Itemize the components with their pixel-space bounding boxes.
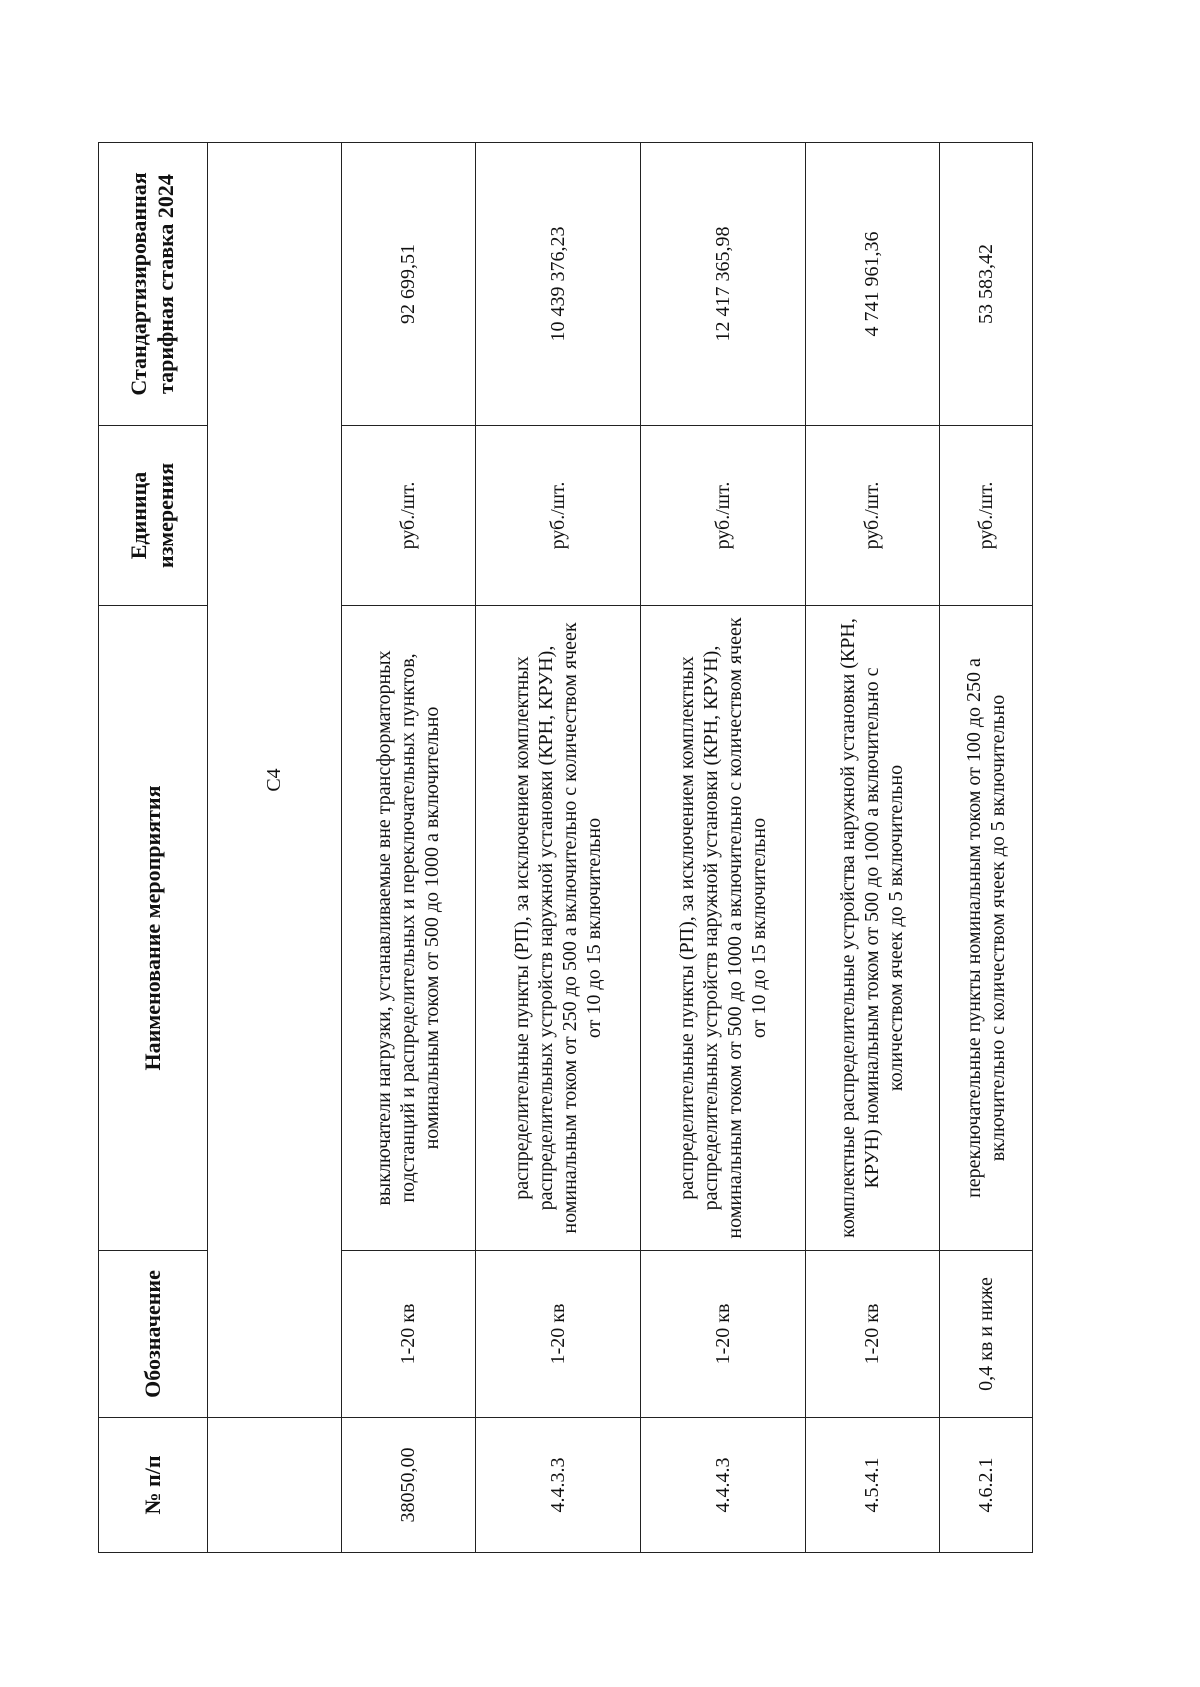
row-name: распределительные пункты (РП), за исключением комплектных распределительных устройств наружной установки (КРН, КРУН), номинальным током от 250 до 500 а включительно с количеством ячеек от 10 до 15 включительно	[475, 606, 640, 1251]
row-num: 4.4.4.3	[640, 1418, 805, 1553]
row-code: 1-20 кв	[341, 1251, 475, 1418]
tariff-table	[98, 142, 1033, 1553]
row-num: 4.5.4.1	[806, 1418, 940, 1553]
row-code: 0,4 кв и ниже	[939, 1251, 1032, 1418]
table-header-row	[99, 143, 208, 1553]
row-name: комплектные распределительные устройства наружной установки (КРН, КРУН) номинальным током от 500 до 1000 а включительно с количеством ячеек до 5 включительно	[806, 606, 940, 1251]
header-code: Обозначение	[99, 1251, 208, 1418]
row-num: 38050,00	[341, 1418, 475, 1553]
row-num: 4.6.2.1	[939, 1418, 1032, 1553]
row-rate: 4 741 961,36	[806, 143, 940, 426]
row-rate: 53 583,42	[939, 143, 1032, 426]
row-unit: руб./шт.	[475, 426, 640, 606]
table-row	[341, 143, 475, 1553]
row-code: 1-20 кв	[806, 1251, 940, 1418]
header-unit: Единица измерения	[99, 426, 208, 606]
rotated-table-wrapper	[98, 143, 1033, 1553]
row-code: 1-20 кв	[475, 1251, 640, 1418]
table-row	[640, 143, 805, 1553]
table-row	[475, 143, 640, 1553]
table-row	[806, 143, 940, 1553]
row-rate: 12 417 365,98	[640, 143, 805, 426]
row-name: распределительные пункты (РП), за исключением комплектных распределительных устройств наружной установки (КРН, КРУН), номинальным током от 500 до 1000 а включительно с количеством ячеек от 10 до 15 включительно	[640, 606, 805, 1251]
group-empty-cell	[207, 1418, 341, 1553]
row-name: выключатели нагрузки, устанавливаемые вне трансформаторных подстанций и распределительных и переключательных пунктов, номинальным током от 500 до 1000 а включительно	[341, 606, 475, 1251]
header-name: Наименование мероприятия	[99, 606, 208, 1251]
group-label: С4	[207, 143, 341, 1418]
row-num: 4.4.3.3	[475, 1418, 640, 1553]
row-unit: руб./шт.	[939, 426, 1032, 606]
table-row	[939, 143, 1032, 1553]
header-num: № п/п	[99, 1418, 208, 1553]
row-unit: руб./шт.	[806, 426, 940, 606]
group-row	[207, 143, 341, 1553]
row-rate: 92 699,51	[341, 143, 475, 426]
row-unit: руб./шт.	[341, 426, 475, 606]
header-rate: Стандартизированная тарифная ставка 2024	[99, 143, 208, 426]
row-rate: 10 439 376,23	[475, 143, 640, 426]
row-name: переключательные пункты номинальным током от 100 до 250 а включительно с количеством ячеек до 5 включительно	[939, 606, 1032, 1251]
row-unit: руб./шт.	[640, 426, 805, 606]
row-code: 1-20 кв	[640, 1251, 805, 1418]
